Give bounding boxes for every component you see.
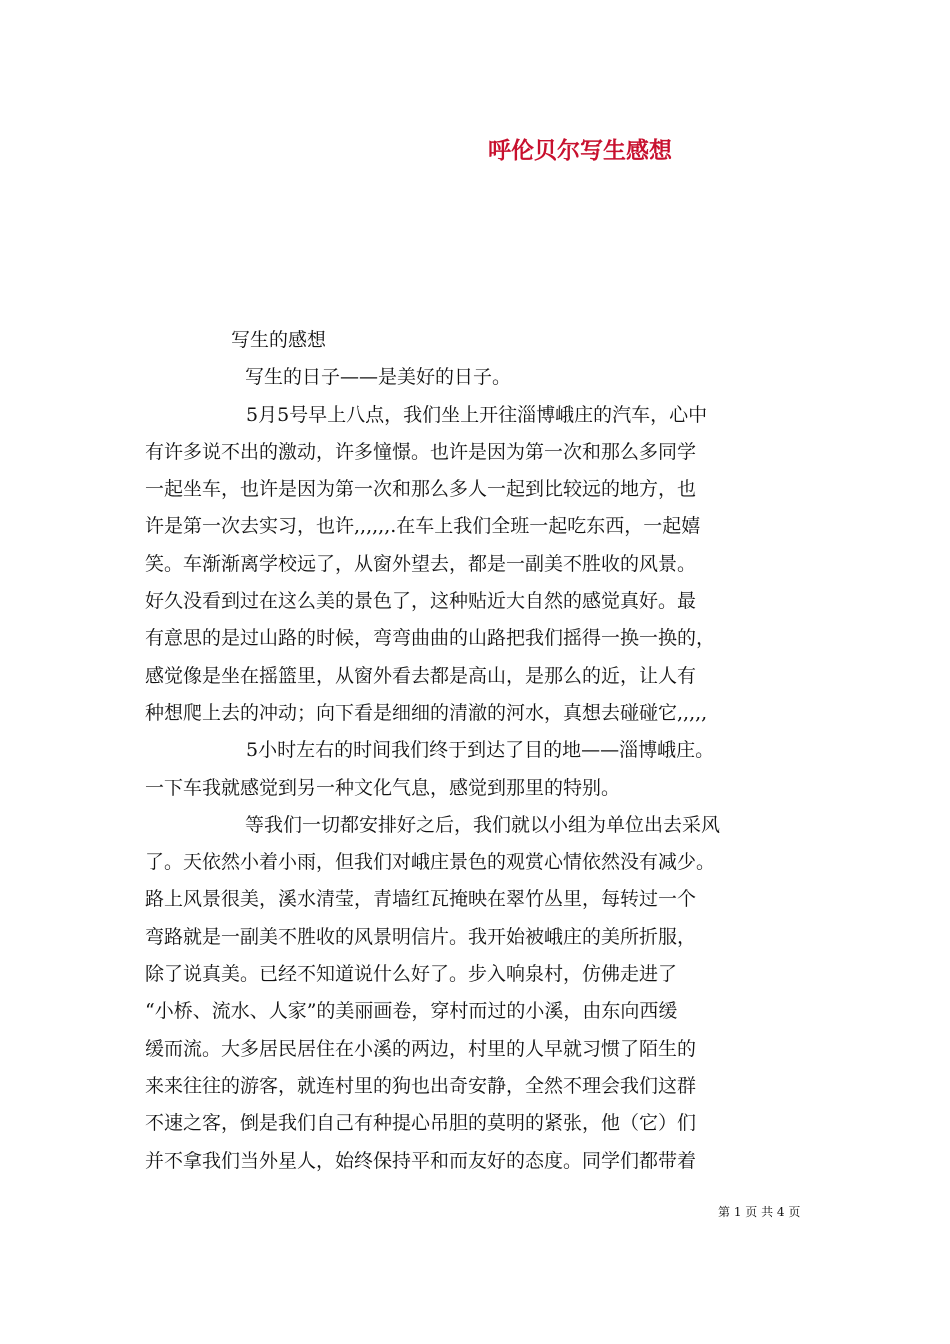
- body-line: 除了说真美。已经不知道说什么好了。步入响泉村，仿佛走进了: [145, 963, 678, 986]
- body-line: 笑。车渐渐离学校远了，从窗外望去，都是一副美不胜收的风景。: [145, 552, 697, 575]
- paragraph: [145, 732, 810, 807]
- body-line: 缓而流。大多居民居住在小溪的两边，村里的人早就习惯了陌生的: [145, 1037, 697, 1060]
- body-line: 写生的感想: [231, 329, 327, 351]
- body-line: 来来往往的游客，就连村里的狗也出奇安静，全然不理会我们这群: [145, 1074, 697, 1097]
- body-line: 等我们一切都安排好之后，我们就以小组为单位出去采风: [245, 813, 721, 836]
- document-title: 呼伦贝尔写生感想: [488, 137, 672, 164]
- body-line: 一起坐车，也许是因为第一次和那么多人一起到比较远的地方，也: [145, 478, 697, 501]
- body-line: 有意思的是过山路的时候，弯弯曲曲的山路把我们摇得一换一换的，: [145, 627, 716, 650]
- body-line: 一下车我就感觉到另一种文化气息，感觉到那里的特别。: [145, 776, 621, 799]
- body-line: 不速之客，倒是我们自己有种提心吊胆的莫明的紧张，他（它）们: [145, 1112, 697, 1135]
- body-line: 了。天依然小着小雨，但我们对峨庄景色的观赏心情依然没有减少。: [145, 851, 716, 874]
- body-line: 有许多说不出的激动，许多憧憬。也许是因为第一次和那么多同学: [145, 440, 697, 463]
- body-line: 并不拿我们当外星人，始终保持平和而友好的态度。同学们都带着: [145, 1149, 697, 1172]
- body-line: “小桥、流水、人家”的美丽画卷，穿村而过的小溪，由东向西缓: [145, 1000, 678, 1023]
- paragraph: [145, 397, 810, 733]
- body-line: 5小时左右的时间我们终于到达了目的地——淄博峨庄。: [246, 739, 715, 762]
- body-line: 5月5号早上八点，我们坐上开往淄博峨庄的汽车，心中: [246, 403, 708, 426]
- body-line: 弯路就是一副美不胜收的风景明信片。我开始被峨庄的美所折服，: [145, 925, 697, 948]
- document-body: [145, 322, 810, 1180]
- page-number-footer: 第 1 页 共 4 页: [718, 1205, 801, 1219]
- body-line: 许是第一次去实习，也许,,,,,,.在车上我们全班一起吃东西，一起嬉: [145, 515, 701, 538]
- body-line: 感觉像是坐在摇篮里，从窗外看去都是高山，是那么的近，让人有: [145, 664, 697, 687]
- body-line: 写生的日子——是美好的日子。: [245, 366, 512, 389]
- body-line: 好久没看到过在这么美的景色了，这种贴近大自然的感觉真好。最: [145, 590, 697, 613]
- paragraph: [145, 359, 810, 396]
- body-line: 路上风景很美，溪水清莹，青墙红瓦掩映在翠竹丛里，每转过一个: [145, 888, 697, 911]
- paragraph: [145, 807, 810, 1180]
- paragraph-heading: [145, 322, 810, 359]
- body-line: 种想爬上去的冲动；向下看是细细的清澈的河水，真想去碰碰它,,,,,: [145, 701, 708, 724]
